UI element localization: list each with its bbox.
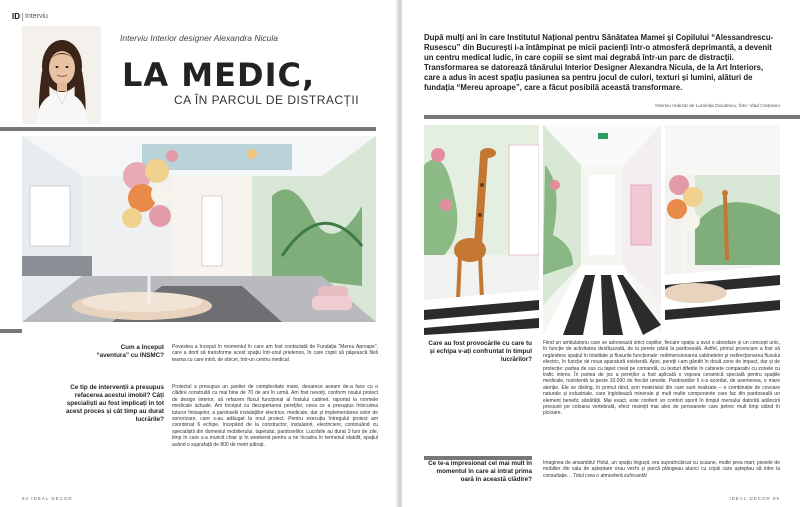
question-3: Care au fost provocările cu care tu și echipa v-ați confruntat în timpul lucrărilor? (428, 340, 532, 363)
footer-right: IDEAL DECOR 85 (729, 496, 780, 501)
giraffe-photo (424, 125, 539, 335)
section-name: Interviu (25, 13, 48, 20)
answer-2: Proiectul a presupus un șantier de complexitate mare, deoarece aveam de-a face cu o clădire construită cu mai bine de 70 de ani în urmă. Am fost nevoiți, conform noului proiect de design interior, să refacem fluxul funcțional al fostului cabinet, raportat la normele medicale actuale. Am început cu decopertarea pereților, ceea ce a presupus înlocuirea tuturor finisajelor, a pardoselii instalațiilor electrice, medicale, dar și implementarea celor de sonorizare, care s-au adăugat la noul proiect. Pentru execuția întregului proiect am coordonat 6 echipe, începând de la constructor, instalatori, electricieni, continuând cu specialiștii din domeniul mobilierului, tapetului, pardoselilor. Lucrările au durat 3 luni de zile, timp în care s-a muncit chiar și în weekend pentru a ne încadra în termenul stabilit, spațiul având o suprafață de 800 de metri pătrați. (172, 384, 378, 448)
waiting-area-photo (665, 125, 780, 335)
question-1: Cum a început “aventura” cu INSMC? (96, 344, 164, 359)
decor-strip-small (0, 329, 22, 333)
decor-strip (0, 127, 376, 131)
article-intro: După mulți ani în care Institutul Național pentru Sănătatea Mamei și Copilului “Alessandrescu-Rusescu” din București i-a întâmpinat pe micii pacienți într-o atmosferă deprimantă, a devenit un centru medical ludic, în care copiii se simt mai degrabă într-un parc de distracții. Transformarea se datorează tânărului Interior Designer Alexandra Nicula, de la Art Interiors, care a adus în acest spațiu pasiunea sa pentru jocul de culori, texturi și lumini, alături de fundația “Mereu aproape”, care a făcut posibilă această transformare. (424, 33, 774, 92)
designer-portrait (22, 26, 101, 124)
corridor-photo (543, 125, 661, 335)
answer-1: Povestea a început în momentul în care am fost contactată de Fundația “Mereu Aproape”, care a dorit să transforme acest spațiu într-unul prietenos, în care copiii să păşească fără teama cu care intră, de obicei, într-un centru medical. (172, 344, 378, 363)
question-4: Ce te-a impresionat cel mai mult în momentul în care ai intrat prima oară în această clădire? (428, 460, 532, 483)
decor-strip-right (424, 115, 800, 119)
answer-3: Fiind un ambulatoriu care se adresează strict copiilor, fiecare spațiu a avut o abordare și un concept unic, în funcție de activitatea desfășurată, de la perete până la pardoseală. Astfel, primul provocare a fost să regândesc spațiul în totalitate și fluxurile funcționale: redimensionarea cabinetelor și redirecționarea fluxului electric, în funcție de noua aparatură existentă. Apoi, pereții i-am gândit în două zone de impact, dar și de protecție: partea de sus cu tapet creat pe comandă, cu texturi diferite în cabinete comparativ cu zonele cu trafic intens. În partea de jos a pereților a fost aplicată o vopsea ceramică specială pentru spațiile medicale, rezistentă la peste 10.000 de frecări umede. Pardoselilor li s-a acordat, de asemenea, o mare atenție. Ele se disting, în primul rând, prin materialul din care sunt realizate – o combinație de covoare naturale și industriale, care înglobează minerale și mult multe componente care fac din pardoseală un element benefic sănătății. Mai exact, este conferit un confort sporit în timpul mersului datorită adâncirii presiunii pe coloana vertebrală, efect resimțit mai ales de persoanele care petrec mult timp stând în picioare. (543, 340, 780, 417)
section-tag (12, 12, 48, 21)
section-divider (22, 13, 23, 21)
section-id: ID (12, 12, 20, 21)
photo-credit: Interviu realizat de Luminița Diculescu; foto: Vlad Crețeanu (655, 104, 780, 109)
question-2: Ce tip de intervenții a presupus refacerea acestui imobil? Câți specialiști au fost implicați în tot acest proces și cât timp au durat lucrările? (66, 384, 164, 423)
article-headline-line2: CA ÎN PARCUL DE DISTRACȚII (174, 93, 360, 107)
left-page (0, 0, 398, 507)
footer-left: 84 IDEAL DECOR (22, 496, 73, 501)
answer-4: Imaginea de ansamblu! Holul, un spațiu lingușit, era supraîncărcat cu scaune, multe prea mari; piesele de mobilier din sala de așteptare erau vechi și parcă plângeau atunci cu copiii care așteptau să intre la consultație… Totul crea o atmosferă sufocantă! (543, 460, 780, 479)
article-subtitle: Interviu Interior designer Alexandra Nicula (120, 33, 278, 43)
hallway-photo-wide (22, 136, 376, 322)
right-page (402, 0, 800, 507)
article-headline: LA MEDIC, (122, 56, 316, 94)
portrait-illustration (22, 26, 101, 124)
